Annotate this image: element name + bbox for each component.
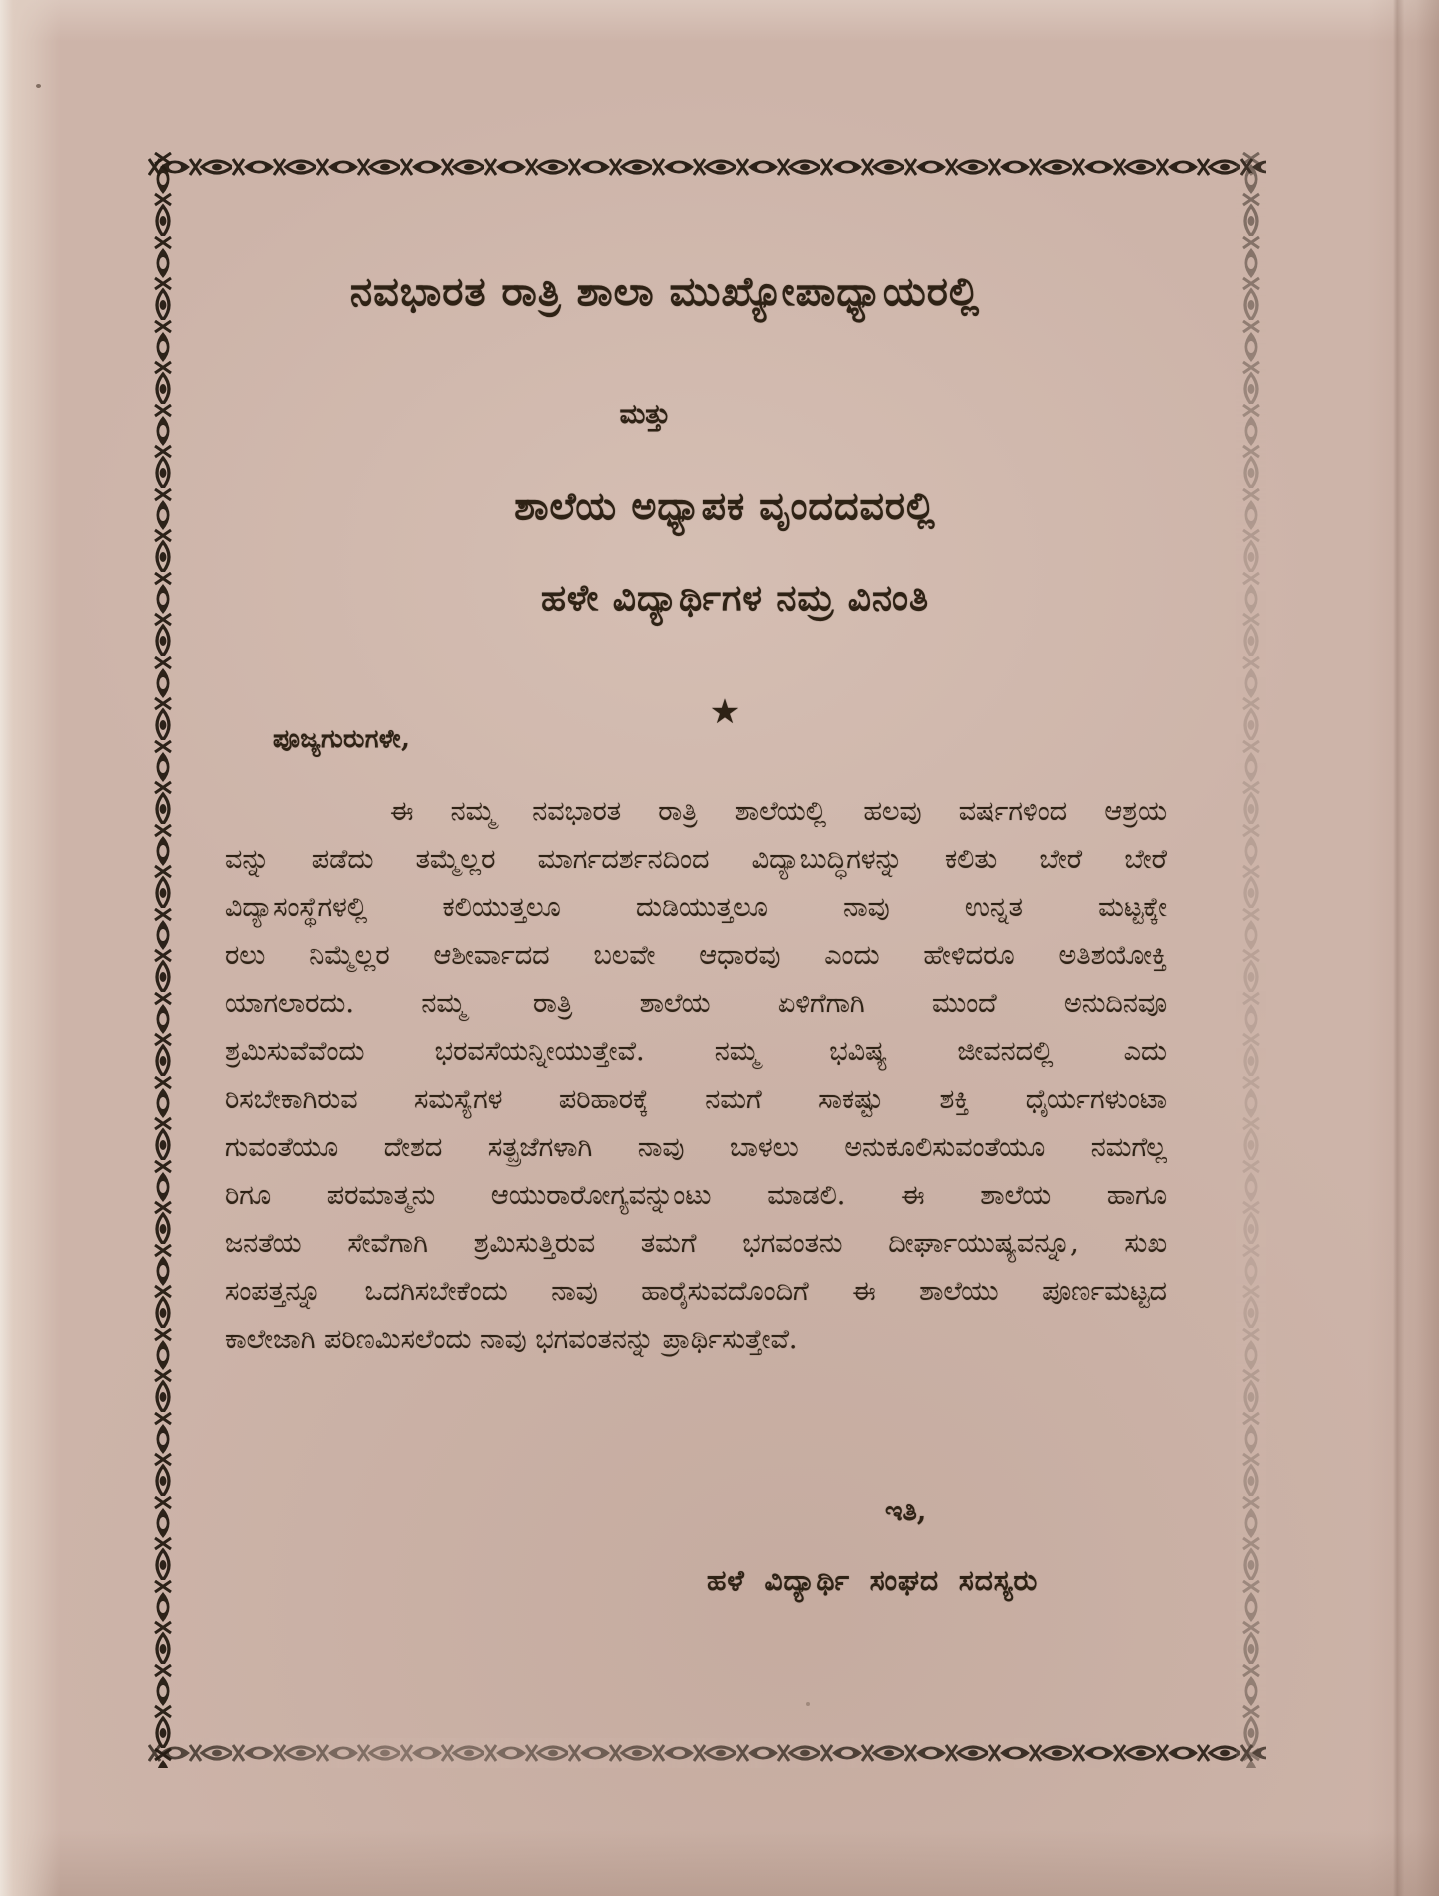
closing: ಇತಿ, (885, 1496, 927, 1527)
scan-speck (806, 1702, 810, 1706)
letter-body (225, 790, 1167, 1366)
body-line: ಶ್ರಮಿಸುವೆವೆಂದು ಭರವಸೆಯನ್ನೀಯುತ್ತೇವೆ. ನಮ್ಮ ಭವಿಷ್ಯ ಜೀವನದಲ್ಲಿ ಎದು (225, 1036, 1167, 1067)
decorative-border-bottom (148, 1738, 1266, 1768)
body-line: ವನ್ನು ಪಡೆದು ತಮ್ಮೆಲ್ಲರ ಮಾರ್ಗದರ್ಶನದಿಂದ ವಿದ್ಯಾಬುದ್ಧಿಗಳನ್ನು ಕಲಿತು ಬೇರೆ ಬೇರೆ (225, 844, 1167, 875)
decorative-border-right (1236, 152, 1266, 1768)
heading-line-3: ಹಳೇ ವಿದ್ಯಾರ್ಥಿಗಳ ನಮ್ರ ವಿನಂತಿ (540, 577, 930, 619)
heading-conjunction: ಮತ್ತು (619, 399, 671, 430)
signature: ಹಳೆ ವಿದ್ಯಾರ್ಥಿ ಸಂಘದ ಸದಸ್ಯರು (707, 1564, 1039, 1597)
body-line: ಕಾಲೇಜಾಗಿ ಪರಿಣಮಿಸಲೆಂದು ನಾವು ಭಗವಂತನನ್ನು ಪ್ರಾರ್ಥಿಸುತ್ತೇವೆ. (225, 1324, 798, 1355)
body-line: ಜನತೆಯ ಸೇವೆಗಾಗಿ ಶ್ರಮಿಸುತ್ತಿರುವ ತಮಗೆ ಭಗವಂತನು ದೀರ್ಘಾಯುಷ್ಯವನ್ನೂ, ಸುಖ (225, 1228, 1167, 1259)
body-line: ಯಾಗಲಾರದು. ನಮ್ಮ ರಾತ್ರಿ ಶಾಲೆಯ ಏಳಿಗೆಗಾಗಿ ಮುಂದೆ ಅನುದಿನವೂ (225, 988, 1167, 1019)
heading-line-1: ನವಭಾರತ ರಾತ್ರಿ ಶಾಲಾ ಮುಖ್ಯೋಪಾಧ್ಯಾಯರಲ್ಲಿ (349, 268, 981, 315)
scan-speck (36, 84, 41, 88)
salutation: ಪೂಜ್ಯಗುರುಗಳೇ, (273, 724, 411, 753)
heading-line-2: ಶಾಲೆಯ ಅಧ್ಯಾಪಕ ವೃಂದದವರಲ್ಲಿ (514, 483, 936, 528)
body-line: ರಲು ನಿಮ್ಮೆಲ್ಲರ ಆಶೀರ್ವಾದದ ಬಲವೇ ಆಧಾರವು ಎಂದು ಹೇಳಿದರೂ ಅತಿಶಯೋಕ್ತಿ (225, 940, 1167, 971)
letter-heading (190, 0, 1180, 732)
body-line: ಈ ನಮ್ಮ ನವಭಾರತ ರಾತ್ರಿ ಶಾಲೆಯಲ್ಲಿ ಹಲವು ವರ್ಷಗಳಿಂದ ಆಶ್ರಯ (390, 796, 1167, 827)
star-ornament-icon: ★ (709, 692, 741, 732)
body-line: ಗುವಂತೆಯೂ ದೇಶದ ಸತ್ಪ್ರಜೆಗಳಾಗಿ ನಾವು ಬಾಳಲು ಅನುಕೂಲಿಸುವಂತೆಯೂ ನಮಗೆಲ್ಲ (225, 1132, 1167, 1163)
decorative-border-left (148, 152, 178, 1768)
body-line: ರಿಗೂ ಪರಮಾತ್ಮನು ಆಯುರಾರೋಗ್ಯವನ್ನುಂಟು ಮಾಡಲಿ. ಈ ಶಾಲೆಯ ಹಾಗೂ (225, 1180, 1167, 1211)
body-line: ಸಂಪತ್ತನ್ನೂ ಒದಗಿಸಬೇಕೆಂದು ನಾವು ಹಾರೈಸುವದೊಂದಿಗೆ ಈ ಶಾಲೆಯು ಪೂರ್ಣಮಟ್ಟದ (225, 1276, 1167, 1307)
body-line: ರಿಸಬೇಕಾಗಿರುವ ಸಮಸ್ಯೆಗಳ ಪರಿಹಾರಕ್ಕೆ ನಮಗೆ ಸಾಕಷ್ಟು ಶಕ್ತಿ ಧೈರ್ಯಗಳುಂಟಾ (225, 1084, 1167, 1115)
body-line: ವಿದ್ಯಾಸಂಸ್ಥೆಗಳಲ್ಲಿ ಕಲಿಯುತ್ತಲೂ ದುಡಿಯುತ್ತಲೂ ನಾವು ಉನ್ನತ ಮಟ್ಟಕ್ಕೇ (225, 892, 1167, 923)
